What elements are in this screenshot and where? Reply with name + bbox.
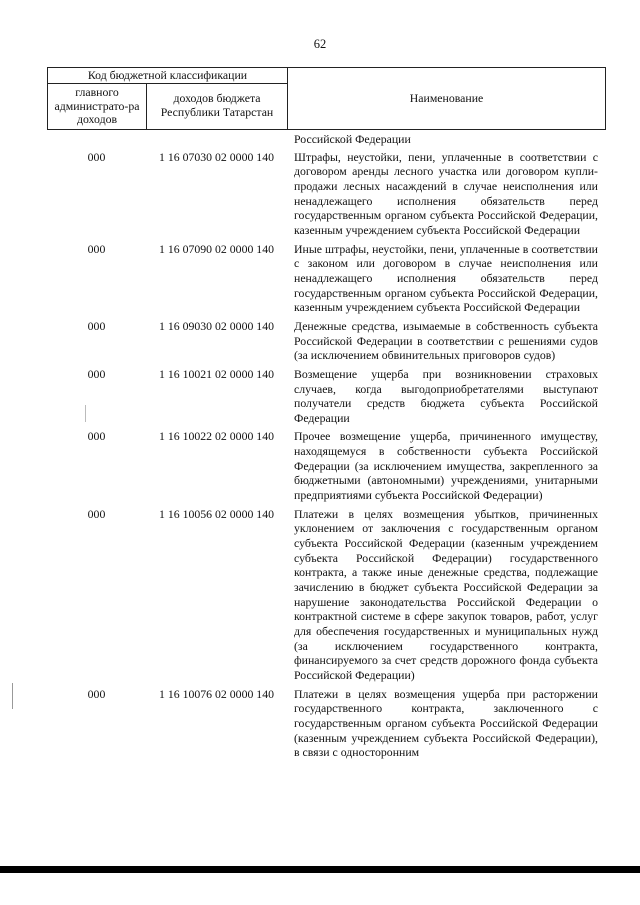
scan-margin-mark <box>12 683 13 709</box>
header-income-column: доходов бюджета Республики Татарстан <box>147 84 288 129</box>
admin-code-cell: 000 <box>87 429 106 444</box>
income-code-cell <box>146 132 287 147</box>
table-row <box>47 367 606 426</box>
name-cell: Денежные средства, изымаемые в собственность субъекта Российской Федерации в соответствии с решениями судов (за исключением обвинительных приговоров судов) <box>294 318 598 363</box>
name-cell: Российской Федерации <box>294 132 411 146</box>
name-cell: Возмещение ущерба при возникновении страховых случаев, когда выгодоприобретателями выступают получатели средств бюджета субъекта Российской Федерации <box>294 366 598 425</box>
name-cell: Платежи в целях возмещения ущерба при расторжении государственного контракта, заключенного с государственным органом субъекта Российской Федерации (казенным учреждением субъекта Российской Федерации), в связи с односторонним <box>294 686 598 760</box>
admin-code-cell: 000 <box>87 366 106 381</box>
admin-code-cell: 000 <box>87 149 106 164</box>
income-code-cell: 1 16 10056 02 0000 140 <box>158 506 275 521</box>
header-name-column: Наименование <box>409 91 484 105</box>
income-code-cell: 1 16 07030 02 0000 140 <box>158 149 275 164</box>
name-cell: Платежи в целях возмещения убытков, причиненных уклонением от заключения с государственным органом субъекта Российской Федерации (казенным учреждением субъекта Российской Федерации) государственного контракта, а также иные денежные средства, подлежащие зачислению в бюджет субъекта Российской Федерации за нарушение законодательства Российской Федерации о контрактной системе в сфере закупок товаров, работ, услуг для обеспечения государственных и муниципальных нужд (за исключением государственного контракта, финансируемого за счет средств дорожного фонда субъекта Российской Федерации) <box>294 506 598 682</box>
income-code-cell: 1 16 10076 02 0000 140 <box>158 686 275 701</box>
income-code-cell: 1 16 10021 02 0000 140 <box>158 366 275 381</box>
page-number: 62 <box>313 37 327 51</box>
income-code-cell: 1 16 09030 02 0000 140 <box>158 318 275 333</box>
table-header <box>47 67 606 130</box>
admin-code-cell: 000 <box>87 318 106 333</box>
table-row <box>47 150 606 238</box>
name-cell: Иные штрафы, неустойки, пени, уплаченные в соответствии с законом или договором в случае неисполнения или ненадлежащего исполнения обязательств перед государственным органом субъекта Российской Федерации, казенным учреждением субъекта Российской Федерации <box>294 241 598 315</box>
table-row <box>47 132 606 147</box>
table-row <box>47 242 606 315</box>
scan-margin-mark <box>85 405 86 422</box>
admin-code-cell <box>47 132 146 147</box>
table-row <box>47 319 606 363</box>
header-admin-column: главного администрато-ра доходов <box>48 84 147 129</box>
table-body <box>47 132 606 764</box>
table-row <box>47 687 606 760</box>
scan-bottom-edge <box>0 866 640 873</box>
name-cell: Штрафы, неустойки, пени, уплаченные в соответствии с договором аренды лесного участка или договором купли-продажи лесных насаждений в случае неисполнения или ненадлежащего исполнения обязательств перед государственным органом субъекта Российской Федерации, казенным учреждением субъекта Российской Федерации <box>294 149 598 237</box>
table-row <box>47 507 606 683</box>
table-row <box>47 429 606 502</box>
income-code-cell: 1 16 10022 02 0000 140 <box>158 429 275 444</box>
header-code-title: Код бюджетной классификации <box>48 68 288 84</box>
income-code-cell: 1 16 07090 02 0000 140 <box>158 241 275 256</box>
admin-code-cell: 000 <box>87 241 106 256</box>
admin-code-cell: 000 <box>87 506 106 521</box>
name-cell: Прочее возмещение ущерба, причиненного имуществу, находящемуся в собственности субъекта Российской Федерации (за исключением имущества, закрепленного за бюджетными (автономными) учреждениями, унитарными предприятиями субъекта Российской Федерации) <box>294 429 598 503</box>
admin-code-cell: 000 <box>87 686 106 701</box>
